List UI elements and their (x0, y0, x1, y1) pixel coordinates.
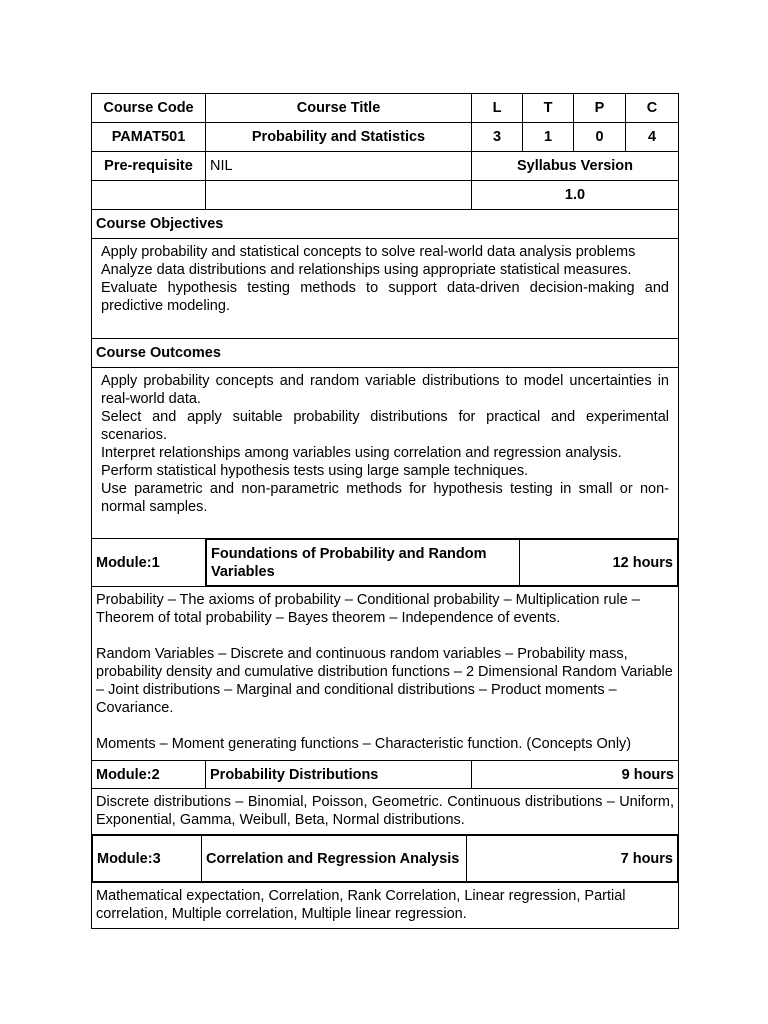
p-value: 0 (574, 123, 626, 152)
l-value: 3 (472, 123, 523, 152)
module-1-title: Foundations of Probability and Random Variables (207, 540, 520, 586)
module-2-hours: 9 hours (472, 761, 679, 789)
module-3-header-table (92, 835, 678, 882)
objective-item: Apply probability and statistical concepts to solve real-world data analysis problems (101, 244, 636, 260)
module-2-label: Module:2 (92, 761, 206, 789)
outcomes-list (92, 368, 679, 539)
p-label: P (574, 94, 626, 123)
outcomes-heading-row (92, 339, 679, 368)
course-title: Probability and Statistics (206, 123, 472, 152)
objectives-heading: Course Objectives (92, 210, 679, 239)
module-3-content-row (92, 883, 679, 929)
objectives-list (92, 239, 679, 339)
outcome-item: Perform statistical hypothesis tests using large sample techniques. (101, 463, 529, 479)
outcomes-heading: Course Outcomes (92, 339, 679, 368)
c-value: 4 (626, 123, 679, 152)
prerequisite-row (92, 152, 679, 181)
module-2-content-row (92, 789, 679, 835)
outcome-item: Apply probability concepts and random variable distributions to model uncertainties in real-world data. (101, 373, 669, 407)
module-3-header-row (92, 835, 679, 883)
module-3-label: Module:3 (93, 836, 202, 882)
module-2-header-row (92, 761, 679, 789)
module-3-hours: 7 hours (467, 836, 678, 882)
module-1-content-row (92, 587, 679, 761)
module-1-title-table (206, 539, 678, 586)
module-1-content (92, 587, 679, 761)
outcome-item: Interpret relationships among variables using correlation and regression analysis. (101, 445, 622, 461)
module-3-content: Mathematical expectation, Correlation, Rank Correlation, Linear regression, Partial correlation, Multiple correlation, Multiple linear regression. (92, 883, 679, 929)
syllabus-version-label: Syllabus Version (472, 152, 679, 181)
module-3-title: Correlation and Regression Analysis (202, 836, 467, 882)
header-row (92, 94, 679, 123)
syllabus-table (91, 93, 679, 929)
empty-cell (92, 181, 206, 210)
module-1-paragraph: Probability – The axioms of probability – Conditional probability – Multiplication rule – Theorem of total probability – Bayes theorem – Independence of events. (96, 592, 640, 626)
prerequisite-label: Pre-requisite (92, 152, 206, 181)
module-1-paragraph: Random Variables – Discrete and continuous random variables – Probability mass, probability density and cumulative distribution functions – 2 Dimensional Random Variable – Joint distributions – Marginal and conditional distributions – Product moments – Covariance. (96, 646, 673, 716)
objectives-heading-row (92, 210, 679, 239)
outcomes-row (92, 368, 679, 539)
t-value: 1 (523, 123, 574, 152)
l-label: L (472, 94, 523, 123)
module-3-header-wrap (92, 835, 679, 883)
module-2-content: Discrete distributions – Binomial, Poisson, Geometric. Continuous distributions – Uniform, Exponential, Gamma, Weibull, Beta, Normal distributions. (92, 789, 679, 835)
course-title-label: Course Title (206, 94, 472, 123)
objectives-row (92, 239, 679, 339)
module-1-paragraph: Moments – Moment generating functions – Characteristic function. (Concepts Only) (96, 736, 632, 752)
objective-item: Analyze data distributions and relationships using appropriate statistical measures. (101, 262, 632, 278)
objective-item: Evaluate hypothesis testing methods to support data-driven decision-making and predictive modeling. (101, 280, 669, 314)
module-1-title-wrap (206, 539, 679, 587)
empty-cell (206, 181, 472, 210)
course-code: PAMAT501 (92, 123, 206, 152)
version-row (92, 181, 679, 210)
c-label: C (626, 94, 679, 123)
outcome-item: Select and apply suitable probability distributions for practical and experimental scenarios. (101, 409, 669, 443)
course-row (92, 123, 679, 152)
outcome-item: Use parametric and non-parametric methods for hypothesis testing in small or non-normal samples. (101, 481, 669, 515)
module-1-label: Module:1 (92, 539, 206, 587)
module-1-hours: 12 hours (520, 540, 678, 586)
course-code-label: Course Code (92, 94, 206, 123)
prerequisite-value: NIL (206, 152, 472, 181)
module-1-header-row (92, 539, 679, 587)
module-2-title: Probability Distributions (206, 761, 472, 789)
syllabus-version: 1.0 (472, 181, 679, 210)
t-label: T (523, 94, 574, 123)
